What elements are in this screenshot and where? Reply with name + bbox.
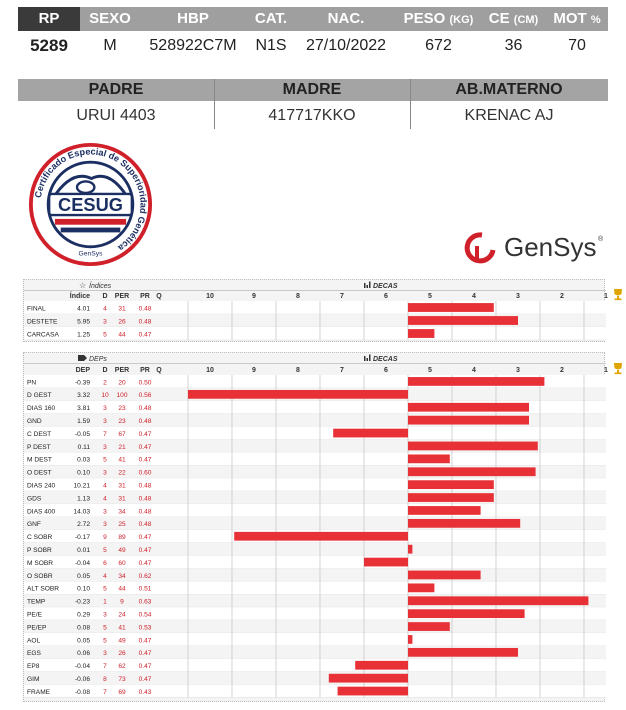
x-tick-label: 5 bbox=[428, 293, 432, 300]
row-percentile: 31 bbox=[118, 495, 126, 503]
decile-bar bbox=[408, 316, 518, 325]
row-percentile: 49 bbox=[118, 637, 126, 645]
seal-ring-text: Certificado Especial de Superioridad Genética bbox=[32, 146, 149, 254]
decile-bar bbox=[408, 545, 412, 554]
chart-title: Índices bbox=[89, 283, 112, 290]
row-band bbox=[24, 685, 606, 698]
row-percentile: 41 bbox=[118, 624, 126, 632]
x-tick-label: 10 bbox=[206, 293, 214, 300]
row-precision: 0.62 bbox=[138, 572, 152, 580]
decile-bar bbox=[364, 558, 408, 567]
row-band bbox=[24, 452, 606, 465]
row-percentile: 26 bbox=[118, 650, 126, 658]
row-precision: 0.47 bbox=[138, 534, 152, 542]
row-decile: 4 bbox=[103, 572, 107, 580]
row-value: -0.08 bbox=[74, 688, 90, 696]
pedigree-divider bbox=[410, 79, 411, 129]
row-decile: 8 bbox=[103, 675, 107, 683]
madre-value: 417717KKO bbox=[268, 107, 356, 124]
row-decile: 5 bbox=[103, 637, 107, 645]
row-label: PE/EP bbox=[27, 624, 47, 632]
madre-label: MADRE bbox=[282, 81, 342, 98]
row-label: M SOBR bbox=[27, 559, 54, 567]
x-tick-label: 1 bbox=[604, 293, 608, 300]
x-tick-label: 10 bbox=[206, 367, 214, 374]
padre-value: URUI 4403 bbox=[76, 107, 156, 124]
row-percentile: 25 bbox=[118, 521, 126, 529]
decile-bar bbox=[408, 648, 518, 657]
row-value: 0.06 bbox=[77, 650, 90, 658]
decile-bar bbox=[408, 377, 544, 386]
seal-red-stripe bbox=[55, 219, 126, 225]
row-precision: 0.47 bbox=[138, 430, 152, 438]
row-value: 0.03 bbox=[77, 456, 90, 464]
row-label: GDS bbox=[27, 495, 42, 503]
row-band bbox=[24, 659, 606, 672]
row-percentile: 23 bbox=[118, 417, 126, 425]
row-label: TEMP bbox=[27, 598, 46, 606]
x-tick-label: 3 bbox=[516, 367, 520, 374]
peso-header bbox=[396, 7, 481, 31]
row-label: DIAS 240 bbox=[27, 482, 56, 490]
row-percentile: 34 bbox=[118, 508, 126, 516]
mot-value: 70 bbox=[568, 37, 586, 54]
row-percentile: 44 bbox=[118, 331, 126, 339]
trophy-icon bbox=[614, 363, 622, 374]
row-value: 2.72 bbox=[77, 521, 90, 529]
deps-chart bbox=[24, 353, 606, 703]
row-percentile: 49 bbox=[118, 546, 126, 554]
x-tick-label: 6 bbox=[384, 367, 388, 374]
row-value: -0.39 bbox=[74, 379, 90, 387]
decile-bar bbox=[408, 480, 494, 489]
row-band bbox=[24, 620, 606, 633]
decile-bar bbox=[234, 532, 408, 541]
row-label: DIAS 400 bbox=[27, 508, 56, 516]
indices-chart-panel bbox=[23, 279, 608, 342]
row-decile: 10 bbox=[101, 392, 109, 400]
row-value: 0.08 bbox=[77, 624, 90, 632]
row-band bbox=[24, 478, 606, 491]
row-decile: 4 bbox=[103, 305, 107, 313]
row-label: EGS bbox=[27, 650, 41, 658]
row-label: FRAME bbox=[27, 688, 51, 696]
bar-chart-icon-bar bbox=[367, 358, 369, 361]
row-band bbox=[24, 633, 606, 646]
padre-label: PADRE bbox=[88, 81, 144, 98]
sexo-header: SEXO bbox=[89, 10, 131, 27]
seal-center-text: CESUG bbox=[58, 194, 123, 216]
row-label: GND bbox=[27, 417, 42, 425]
tag-icon bbox=[78, 355, 87, 361]
row-label: DESTETE bbox=[27, 318, 58, 326]
row-value: 1.25 bbox=[77, 331, 90, 339]
row-precision: 0.48 bbox=[138, 521, 152, 529]
row-band bbox=[24, 314, 606, 327]
chart-title: DEPs bbox=[89, 356, 107, 363]
row-percentile: 41 bbox=[118, 456, 126, 464]
row-precision: 0.48 bbox=[138, 417, 152, 425]
row-value: -0.04 bbox=[74, 559, 90, 567]
x-tick-label: 8 bbox=[296, 367, 300, 374]
header-values-row bbox=[18, 32, 608, 60]
row-label: CARCASA bbox=[27, 331, 59, 339]
row-label: O DEST bbox=[27, 469, 52, 477]
bar-chart-icon bbox=[364, 356, 366, 361]
row-decile: 1 bbox=[103, 598, 107, 606]
cat-value: N1S bbox=[255, 37, 287, 54]
decile-bar bbox=[408, 596, 588, 605]
decile-bar bbox=[408, 303, 494, 312]
decile-bar bbox=[408, 493, 494, 502]
column-header-d: D bbox=[102, 367, 108, 374]
row-precision: 0.48 bbox=[138, 318, 152, 326]
row-precision: 0.48 bbox=[138, 305, 152, 313]
trophy-cup bbox=[614, 363, 622, 370]
row-decile: 5 bbox=[103, 456, 107, 464]
row-precision: 0.47 bbox=[138, 675, 152, 683]
rp-header: RP bbox=[18, 7, 80, 31]
peso-label: PESO bbox=[403, 10, 446, 27]
row-label: ALT SOBR bbox=[27, 585, 60, 593]
row-precision: 0.54 bbox=[138, 611, 152, 619]
row-label: GNF bbox=[27, 521, 41, 529]
row-band bbox=[24, 327, 606, 340]
column-header-q: Q bbox=[156, 367, 162, 374]
x-tick-label: 6 bbox=[384, 293, 388, 300]
row-value: 14.03 bbox=[73, 508, 90, 516]
row-precision: 0.47 bbox=[138, 546, 152, 554]
row-band bbox=[24, 581, 606, 594]
row-label: C DEST bbox=[27, 430, 52, 438]
indices-chart bbox=[24, 280, 606, 343]
x-tick-label: 8 bbox=[296, 293, 300, 300]
row-decile: 7 bbox=[103, 430, 107, 438]
row-decile: 4 bbox=[103, 482, 107, 490]
decile-bar bbox=[408, 583, 434, 592]
seal-bottom-text: GenSys bbox=[78, 250, 103, 258]
decile-bar bbox=[408, 622, 450, 631]
bar-chart-icon-bar bbox=[367, 285, 369, 288]
row-value: -0.23 bbox=[74, 598, 90, 606]
row-label: FINAL bbox=[27, 305, 46, 313]
column-header-per: PER bbox=[114, 293, 130, 300]
decile-bar bbox=[408, 442, 538, 451]
row-value: 0.10 bbox=[77, 585, 90, 593]
mot-unit: % bbox=[590, 14, 601, 26]
decile-bar bbox=[408, 635, 412, 644]
gensys-mark-icon bbox=[467, 235, 493, 261]
column-header-value: DEP bbox=[75, 367, 90, 374]
row-precision: 0.47 bbox=[138, 456, 152, 464]
pedigree-labels-row bbox=[18, 79, 608, 101]
row-percentile: 31 bbox=[118, 482, 126, 490]
row-precision: 0.47 bbox=[138, 331, 152, 339]
star-icon: ☆ bbox=[79, 281, 87, 290]
chart-grid bbox=[24, 301, 606, 340]
header-labels-row bbox=[18, 7, 608, 31]
row-percentile: 60 bbox=[118, 559, 126, 567]
pedigree-divider bbox=[214, 79, 215, 129]
row-value: 4.01 bbox=[77, 305, 90, 313]
ce-label: CE bbox=[488, 10, 510, 27]
row-precision: 0.63 bbox=[138, 598, 152, 606]
row-precision: 0.48 bbox=[138, 482, 152, 490]
row-decile: 3 bbox=[103, 405, 107, 413]
row-value: 0.05 bbox=[77, 572, 90, 580]
row-decile: 9 bbox=[103, 534, 107, 542]
row-label: P SOBR bbox=[27, 546, 52, 554]
row-decile: 7 bbox=[103, 663, 107, 671]
row-precision: 0.48 bbox=[138, 508, 152, 516]
cesug-seal-logo bbox=[28, 142, 153, 267]
row-label: D GEST bbox=[27, 392, 52, 400]
decile-bar bbox=[408, 467, 536, 476]
x-tick-label: 1 bbox=[604, 367, 608, 374]
row-decile: 7 bbox=[103, 688, 107, 696]
x-tick-label: 4 bbox=[472, 367, 476, 374]
column-header-value: Índice bbox=[69, 293, 90, 300]
row-band bbox=[24, 556, 606, 569]
trophy-cup bbox=[614, 289, 622, 296]
row-precision: 0.43 bbox=[138, 688, 152, 696]
row-label: PE/E bbox=[27, 611, 43, 619]
row-decile: 5 bbox=[103, 585, 107, 593]
hbp-header: HBP bbox=[177, 10, 209, 27]
row-value: -0.04 bbox=[74, 663, 90, 671]
row-decile: 3 bbox=[103, 417, 107, 425]
gensys-wordmark: GenSys bbox=[504, 232, 597, 262]
x-tick-label: 5 bbox=[428, 367, 432, 374]
column-header-q: Q bbox=[156, 293, 162, 300]
row-precision: 0.50 bbox=[138, 379, 152, 387]
row-percentile: 26 bbox=[118, 318, 126, 326]
row-precision: 0.47 bbox=[138, 559, 152, 567]
row-decile: 5 bbox=[103, 546, 107, 554]
nac-header: NAC. bbox=[327, 10, 365, 27]
row-label: PN bbox=[27, 379, 37, 387]
row-decile: 5 bbox=[103, 624, 107, 632]
decile-bar bbox=[408, 506, 481, 515]
row-decile: 6 bbox=[103, 559, 107, 567]
row-label: O SOBR bbox=[27, 572, 53, 580]
decile-bar bbox=[333, 429, 408, 438]
row-value: 0.10 bbox=[77, 469, 90, 477]
x-tick-label: 9 bbox=[252, 293, 256, 300]
row-percentile: 100 bbox=[116, 392, 128, 400]
decile-bar bbox=[408, 571, 481, 580]
decile-bar bbox=[329, 674, 408, 683]
x-tick-label: 2 bbox=[560, 367, 564, 374]
row-decile: 3 bbox=[103, 443, 107, 451]
decile-bar bbox=[408, 403, 529, 412]
trophy-base bbox=[615, 373, 622, 375]
row-precision: 0.47 bbox=[138, 637, 152, 645]
row-value: -0.17 bbox=[74, 534, 90, 542]
decile-bar bbox=[408, 416, 529, 425]
x-tick-label: 7 bbox=[340, 293, 344, 300]
x-tick-label: 9 bbox=[252, 367, 256, 374]
decile-bar bbox=[408, 454, 450, 463]
peso-unit: (KG) bbox=[449, 14, 474, 26]
sexo-value: M bbox=[103, 37, 117, 54]
row-band bbox=[24, 569, 606, 582]
row-percentile: 44 bbox=[118, 585, 126, 593]
row-band bbox=[24, 504, 606, 517]
decile-bar bbox=[338, 687, 408, 696]
gensys-registered-mark: ® bbox=[598, 236, 604, 243]
column-header-pr: PR bbox=[140, 367, 150, 374]
x-tick-label: 3 bbox=[516, 293, 520, 300]
row-precision: 0.60 bbox=[138, 469, 152, 477]
row-percentile: 73 bbox=[118, 675, 126, 683]
row-decile: 3 bbox=[103, 318, 107, 326]
table-row bbox=[27, 390, 408, 399]
row-percentile: 34 bbox=[118, 572, 126, 580]
row-decile: 3 bbox=[103, 611, 107, 619]
deps-chart-panel bbox=[23, 352, 608, 702]
ce-value: 36 bbox=[504, 37, 523, 54]
row-label: AOL bbox=[27, 637, 41, 645]
row-label: DIAS 160 bbox=[27, 405, 56, 413]
row-value: -0.06 bbox=[74, 675, 90, 683]
mot-label: MOT bbox=[553, 10, 587, 27]
ab-materno-value: KRENAC AJ bbox=[464, 107, 554, 124]
row-percentile: 89 bbox=[118, 534, 126, 542]
decile-bar bbox=[408, 329, 434, 338]
seal-navy-stripe bbox=[61, 228, 121, 233]
row-label: C SOBR bbox=[27, 534, 53, 542]
hbp-value: 528922C7M bbox=[149, 37, 237, 54]
ce-unit: (CM) bbox=[513, 14, 539, 26]
row-band bbox=[24, 427, 606, 440]
row-percentile: 69 bbox=[118, 688, 126, 696]
column-header-per: PER bbox=[114, 367, 130, 374]
row-percentile: 22 bbox=[118, 469, 126, 477]
row-label: P DEST bbox=[27, 443, 51, 451]
row-value: 3.32 bbox=[77, 392, 90, 400]
bar-chart-icon-bar bbox=[369, 282, 371, 289]
row-value: 0.05 bbox=[77, 637, 90, 645]
trophy-base bbox=[615, 299, 622, 301]
row-value: 1.13 bbox=[77, 495, 90, 503]
row-precision: 0.47 bbox=[138, 650, 152, 658]
peso-value: 672 bbox=[425, 37, 452, 54]
chart-title-group bbox=[79, 281, 398, 290]
row-percentile: 31 bbox=[118, 305, 126, 313]
cat-header: CAT. bbox=[254, 10, 288, 27]
row-percentile: 20 bbox=[118, 379, 126, 387]
row-precision: 0.48 bbox=[138, 405, 152, 413]
row-band bbox=[24, 301, 606, 314]
bar-chart-icon-bar bbox=[369, 355, 371, 362]
row-decile: 4 bbox=[103, 495, 107, 503]
row-precision: 0.47 bbox=[138, 443, 152, 451]
row-band bbox=[24, 672, 606, 685]
x-tick-label: 4 bbox=[472, 293, 476, 300]
row-value: 3.81 bbox=[77, 405, 90, 413]
row-decile: 3 bbox=[103, 469, 107, 477]
row-value: 0.29 bbox=[77, 611, 90, 619]
row-value: 10.21 bbox=[73, 482, 90, 490]
chart-subtitle: DECAS bbox=[373, 356, 398, 363]
row-decile: 3 bbox=[103, 650, 107, 658]
row-value: -0.05 bbox=[74, 430, 90, 438]
x-tick-label: 7 bbox=[340, 367, 344, 374]
decile-bar bbox=[408, 519, 520, 528]
gensys-logo bbox=[462, 228, 612, 264]
row-band bbox=[24, 646, 606, 659]
row-decile: 3 bbox=[103, 508, 107, 516]
row-band bbox=[24, 491, 606, 504]
row-percentile: 24 bbox=[118, 611, 126, 619]
rp-value: 5289 bbox=[30, 36, 68, 55]
decile-bar bbox=[408, 609, 525, 618]
row-precision: 0.47 bbox=[138, 663, 152, 671]
row-value: 0.11 bbox=[77, 443, 90, 451]
row-decile: 3 bbox=[103, 521, 107, 529]
chart-title-group bbox=[78, 355, 398, 364]
row-percentile: 9 bbox=[120, 598, 124, 606]
row-value: 1.59 bbox=[77, 417, 90, 425]
row-value: 5.95 bbox=[77, 318, 90, 326]
nac-value: 27/10/2022 bbox=[305, 37, 387, 54]
mot-header bbox=[546, 7, 608, 31]
pedigree-values-row bbox=[18, 103, 608, 129]
row-decile: 2 bbox=[103, 379, 107, 387]
row-percentile: 21 bbox=[118, 443, 126, 451]
chart-subtitle: DECAS bbox=[373, 283, 398, 290]
row-label: M DEST bbox=[27, 456, 52, 464]
ce-header bbox=[481, 7, 546, 31]
column-header-d: D bbox=[102, 293, 108, 300]
row-percentile: 67 bbox=[118, 430, 126, 438]
row-label: GIM bbox=[27, 675, 40, 683]
row-precision: 0.56 bbox=[138, 392, 152, 400]
row-percentile: 62 bbox=[118, 663, 126, 671]
decile-bar bbox=[188, 390, 408, 399]
row-label: EP8 bbox=[27, 663, 40, 671]
row-precision: 0.48 bbox=[138, 495, 152, 503]
column-header-pr: PR bbox=[140, 293, 150, 300]
row-precision: 0.51 bbox=[138, 585, 152, 593]
row-value: 0.01 bbox=[77, 546, 90, 554]
row-percentile: 23 bbox=[118, 405, 126, 413]
x-tick-label: 2 bbox=[560, 293, 564, 300]
trophy-icon bbox=[614, 289, 622, 300]
decile-bar bbox=[355, 661, 408, 670]
row-band bbox=[24, 543, 606, 556]
row-decile: 5 bbox=[103, 331, 107, 339]
ab-materno-label: AB.MATERNO bbox=[455, 81, 563, 98]
row-precision: 0.53 bbox=[138, 624, 152, 632]
bar-chart-icon bbox=[364, 283, 366, 288]
